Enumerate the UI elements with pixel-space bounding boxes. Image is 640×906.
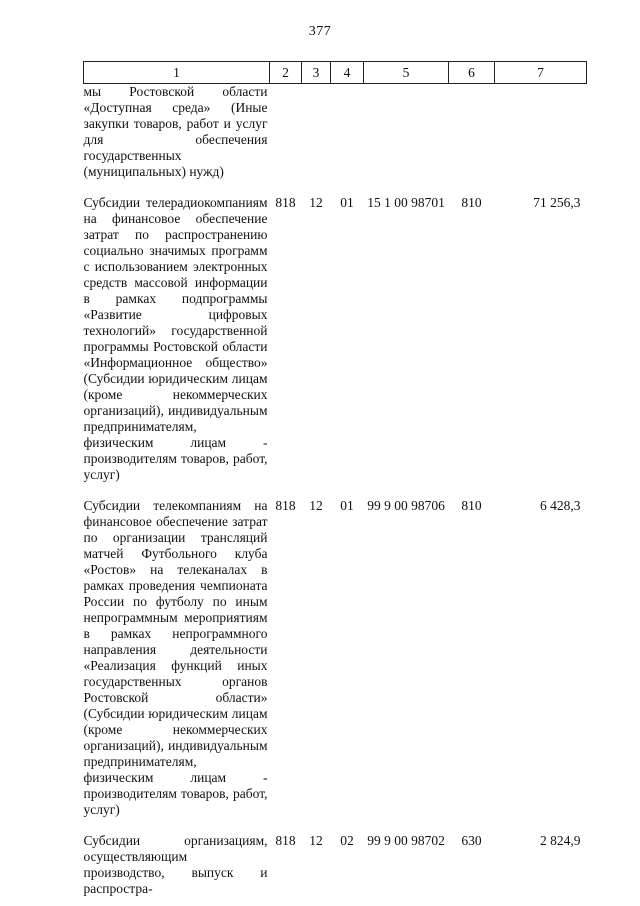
- column-header: 6: [449, 62, 495, 84]
- subsection-code: 01: [340, 498, 354, 513]
- row-description: Субсидии телекомпаниям на финансовое обеспечение затрат по организации трансляций матчей Футбольного клуба «Ростов» на телеканалах в рамках проведения чемпионата России по футболу по иным непрограммным мероприятиям в рамках непрограммного направления деятельности «Реализация функций иных государственных органов Ростовской области» (Субсидии юридическим лицам (кроме некоммерческих организаций), индивидуальным предпринимателям, физическим лицам - производителям товаров, работ, услуг): [83, 498, 268, 817]
- target-article-code: 99 9 00 98706: [367, 498, 445, 513]
- section-code: 12: [309, 833, 323, 848]
- ministry-code: 818: [275, 833, 296, 848]
- column-header: 7: [495, 62, 587, 84]
- amount: 2 824,9: [540, 833, 581, 848]
- amount: 71 256,3: [533, 195, 581, 210]
- table-header: [84, 62, 587, 84]
- ministry-code: 818: [275, 195, 296, 210]
- subsection-code: [331, 84, 364, 196]
- expense-type-code: [449, 84, 495, 196]
- target-article-code: 15 1 00 98701: [367, 195, 445, 210]
- expense-type-code: 810: [461, 498, 482, 513]
- subsection-code: 01: [340, 195, 354, 210]
- section-code: 12: [309, 498, 323, 513]
- expense-type-code: 630: [461, 833, 482, 848]
- ministry-code: [270, 84, 302, 196]
- target-article-code: 99 9 00 98702: [367, 833, 445, 848]
- column-header: 5: [364, 62, 449, 84]
- budget-table: [83, 61, 587, 897]
- amount: [495, 84, 587, 196]
- row-description: мы Ростовской области «Доступная среда» (Иные закупки товаров, работ и услуг для обеспечения государственных (муниципальных) нужд): [83, 84, 268, 179]
- row-description: Субсидии организациям, осуществляющим производство, выпуск и распростра-: [83, 833, 268, 896]
- ministry-code: 818: [275, 498, 296, 513]
- subsection-code: 02: [340, 833, 354, 848]
- section-code: [302, 84, 331, 196]
- table-row: [84, 498, 587, 833]
- section-code: 12: [309, 195, 323, 210]
- column-header: 3: [302, 62, 331, 84]
- expense-type-code: 810: [461, 195, 482, 210]
- column-header: 2: [270, 62, 302, 84]
- page-number: 377: [308, 24, 332, 39]
- column-header: 1: [84, 62, 270, 84]
- column-header: 4: [331, 62, 364, 84]
- table-row: [84, 84, 587, 196]
- table-row: [84, 195, 587, 498]
- amount: 6 428,3: [540, 498, 581, 513]
- target-article-code: [364, 84, 449, 196]
- table-row: [84, 833, 587, 897]
- row-description: Субсидии телерадиокомпаниям на финансовое обеспечение затрат по распространению социально значимых программ с использованием электронных средств массовой информации в рамках подпрограммы «Развитие цифровых технологий» государственной программы Ростовской области «Информационное общество» (Субсидии юридическим лицам (кроме некоммерческих организаций), индивидуальным предпринимателям, физическим лицам - производителям товаров, работ, услуг): [83, 195, 268, 482]
